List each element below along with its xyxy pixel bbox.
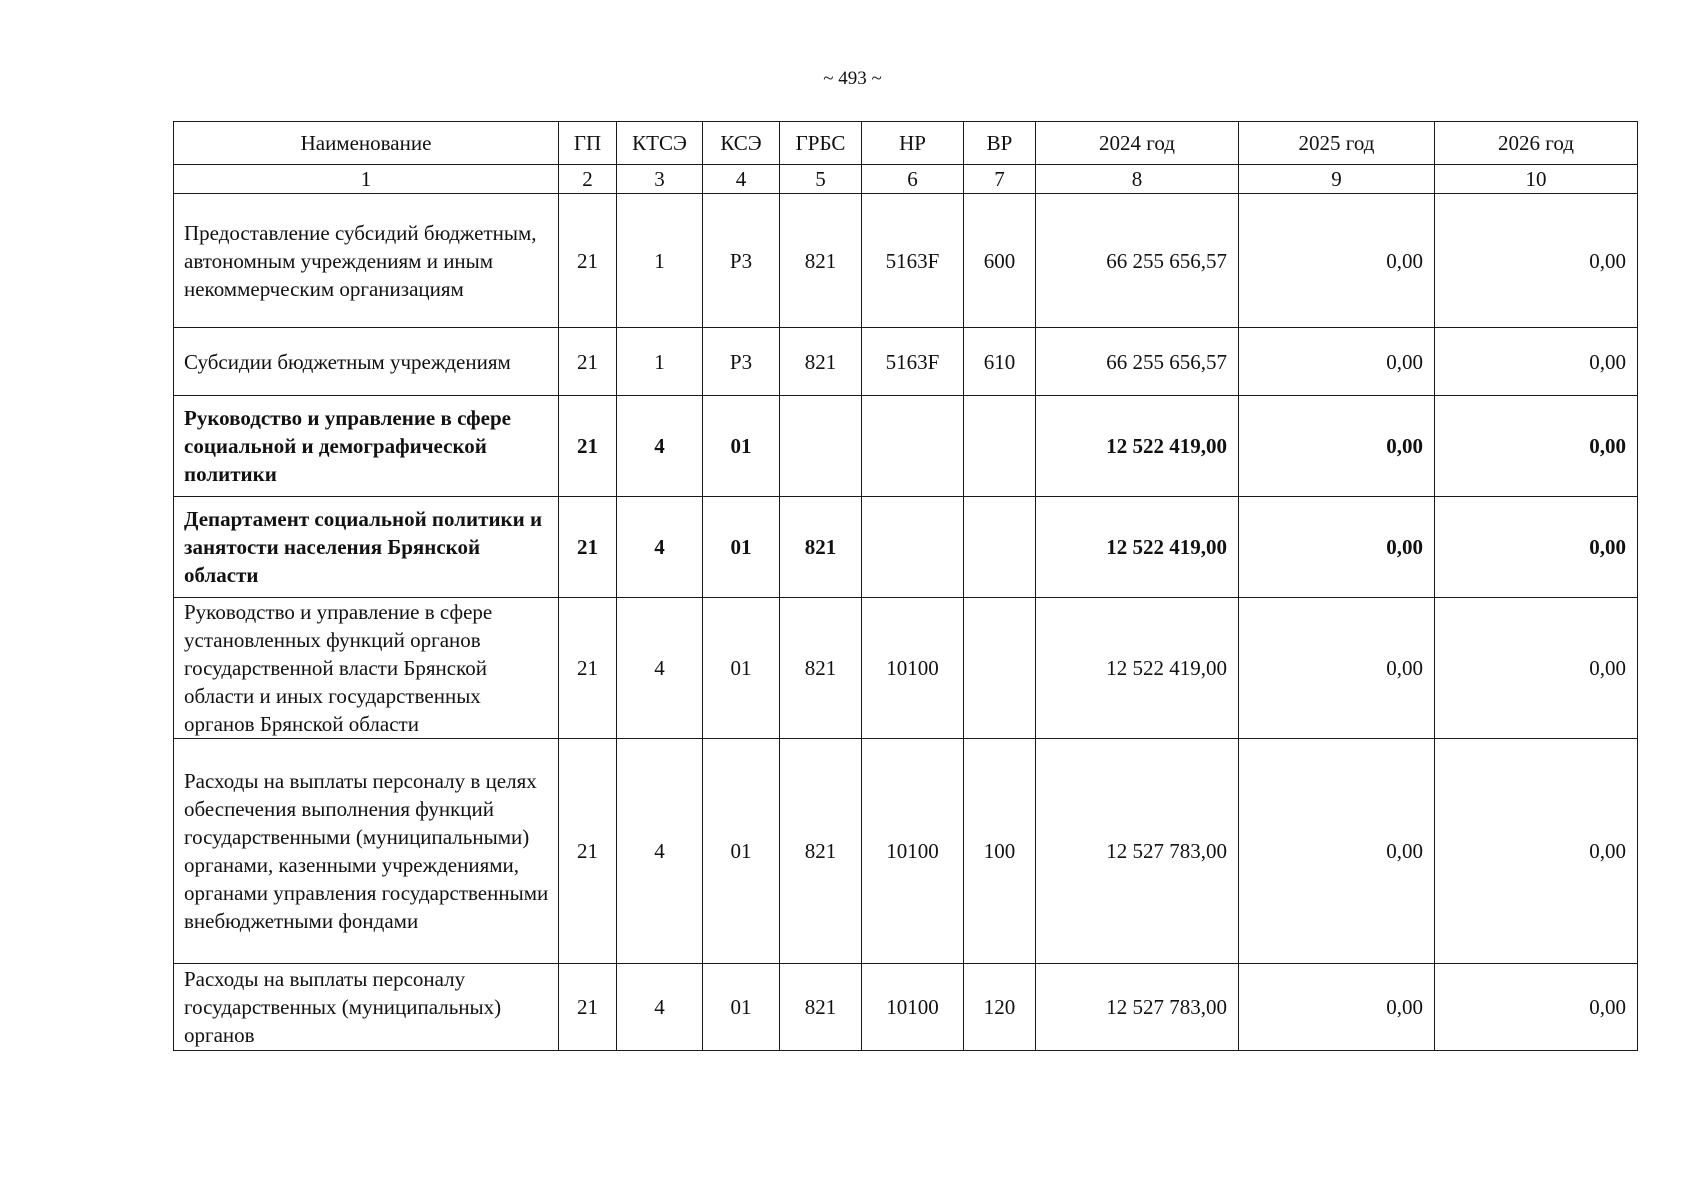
vr-cell: 600 <box>964 194 1036 328</box>
column-number: 7 <box>964 165 1036 194</box>
amount-2026-cell: 0,00 <box>1435 396 1638 497</box>
table-row <box>174 739 1638 964</box>
name-cell: Расходы на выплаты персоналу в целях обеспечения выполнения функций государственными (муниципальными) органами, казенными учреждениями, органами управления государственными внебюджетными фондами <box>174 739 559 964</box>
grbs-cell <box>780 396 862 497</box>
gp-cell: 21 <box>559 964 617 1051</box>
grbs-cell: 821 <box>780 497 862 598</box>
ktse-cell: 4 <box>617 396 703 497</box>
grbs-cell: 821 <box>780 328 862 396</box>
amount-2026-cell: 0,00 <box>1435 194 1638 328</box>
kse-cell: 01 <box>703 598 780 739</box>
kse-cell: Р3 <box>703 194 780 328</box>
amount-2025-cell: 0,00 <box>1239 194 1435 328</box>
vr-cell <box>964 598 1036 739</box>
column-number: 8 <box>1036 165 1239 194</box>
grbs-cell: 821 <box>780 739 862 964</box>
column-number: 4 <box>703 165 780 194</box>
nr-cell: 5163F <box>862 194 964 328</box>
ktse-cell: 1 <box>617 194 703 328</box>
amount-2026-cell: 0,00 <box>1435 328 1638 396</box>
gp-cell: 21 <box>559 328 617 396</box>
header-name: Наименование <box>174 122 559 165</box>
ktse-cell: 4 <box>617 964 703 1051</box>
column-number-row <box>174 165 1638 194</box>
budget-table <box>173 121 1638 1051</box>
amount-2026-cell: 0,00 <box>1435 964 1638 1051</box>
ktse-cell: 4 <box>617 497 703 598</box>
ktse-cell: 4 <box>617 739 703 964</box>
name-cell: Департамент социальной политики и занятости населения Брянской области <box>174 497 559 598</box>
amount-2024-cell: 12 522 419,00 <box>1036 497 1239 598</box>
amount-2025-cell: 0,00 <box>1239 497 1435 598</box>
column-number: 1 <box>174 165 559 194</box>
header-row <box>174 122 1638 165</box>
page-number: ~ 493 ~ <box>823 68 882 89</box>
grbs-cell: 821 <box>780 598 862 739</box>
amount-2024-cell: 12 527 783,00 <box>1036 739 1239 964</box>
kse-cell: Р3 <box>703 328 780 396</box>
header-gp: ГП <box>559 122 617 165</box>
header-ktse: КТСЭ <box>617 122 703 165</box>
grbs-cell: 821 <box>780 964 862 1051</box>
amount-2026-cell: 0,00 <box>1435 598 1638 739</box>
column-number: 3 <box>617 165 703 194</box>
vr-cell: 610 <box>964 328 1036 396</box>
header-vr: ВР <box>964 122 1036 165</box>
gp-cell: 21 <box>559 598 617 739</box>
column-number: 6 <box>862 165 964 194</box>
table-row <box>174 194 1638 328</box>
nr-cell: 5163F <box>862 328 964 396</box>
name-cell: Субсидии бюджетным учреждениям <box>174 328 559 396</box>
vr-cell: 100 <box>964 739 1036 964</box>
name-cell: Руководство и управление в сфере установленных функций органов государственной власти Брянской области и иных государственных органов Брянской области <box>174 598 559 739</box>
table-row <box>174 328 1638 396</box>
column-number: 9 <box>1239 165 1435 194</box>
amount-2024-cell: 12 522 419,00 <box>1036 396 1239 497</box>
amount-2024-cell: 12 522 419,00 <box>1036 598 1239 739</box>
amount-2025-cell: 0,00 <box>1239 964 1435 1051</box>
nr-cell <box>862 497 964 598</box>
header-2026: 2026 год <box>1435 122 1638 165</box>
table-row <box>174 598 1638 739</box>
gp-cell: 21 <box>559 739 617 964</box>
header-2025: 2025 год <box>1239 122 1435 165</box>
column-number: 10 <box>1435 165 1638 194</box>
name-cell: Руководство и управление в сфере социальной и демографической политики <box>174 396 559 497</box>
table-row <box>174 964 1638 1051</box>
amount-2024-cell: 66 255 656,57 <box>1036 194 1239 328</box>
amount-2026-cell: 0,00 <box>1435 739 1638 964</box>
gp-cell: 21 <box>559 497 617 598</box>
nr-cell <box>862 396 964 497</box>
amount-2025-cell: 0,00 <box>1239 328 1435 396</box>
amount-2026-cell: 0,00 <box>1435 497 1638 598</box>
amount-2025-cell: 0,00 <box>1239 739 1435 964</box>
amount-2025-cell: 0,00 <box>1239 396 1435 497</box>
amount-2024-cell: 66 255 656,57 <box>1036 328 1239 396</box>
vr-cell: 120 <box>964 964 1036 1051</box>
name-cell: Предоставление субсидий бюджетным, автономным учреждениям и иным некоммерческим организациям <box>174 194 559 328</box>
table-row <box>174 497 1638 598</box>
amount-2024-cell: 12 527 783,00 <box>1036 964 1239 1051</box>
column-number: 5 <box>780 165 862 194</box>
kse-cell: 01 <box>703 497 780 598</box>
name-cell: Расходы на выплаты персоналу государственных (муниципальных) органов <box>174 964 559 1051</box>
ktse-cell: 1 <box>617 328 703 396</box>
kse-cell: 01 <box>703 396 780 497</box>
ktse-cell: 4 <box>617 598 703 739</box>
grbs-cell: 821 <box>780 194 862 328</box>
amount-2025-cell: 0,00 <box>1239 598 1435 739</box>
gp-cell: 21 <box>559 194 617 328</box>
header-2024: 2024 год <box>1036 122 1239 165</box>
vr-cell <box>964 396 1036 497</box>
header-grbs: ГРБС <box>780 122 862 165</box>
nr-cell: 10100 <box>862 739 964 964</box>
nr-cell: 10100 <box>862 964 964 1051</box>
kse-cell: 01 <box>703 964 780 1051</box>
column-number: 2 <box>559 165 617 194</box>
header-nr: НР <box>862 122 964 165</box>
vr-cell <box>964 497 1036 598</box>
nr-cell: 10100 <box>862 598 964 739</box>
header-kse: КСЭ <box>703 122 780 165</box>
table-row <box>174 396 1638 497</box>
gp-cell: 21 <box>559 396 617 497</box>
kse-cell: 01 <box>703 739 780 964</box>
